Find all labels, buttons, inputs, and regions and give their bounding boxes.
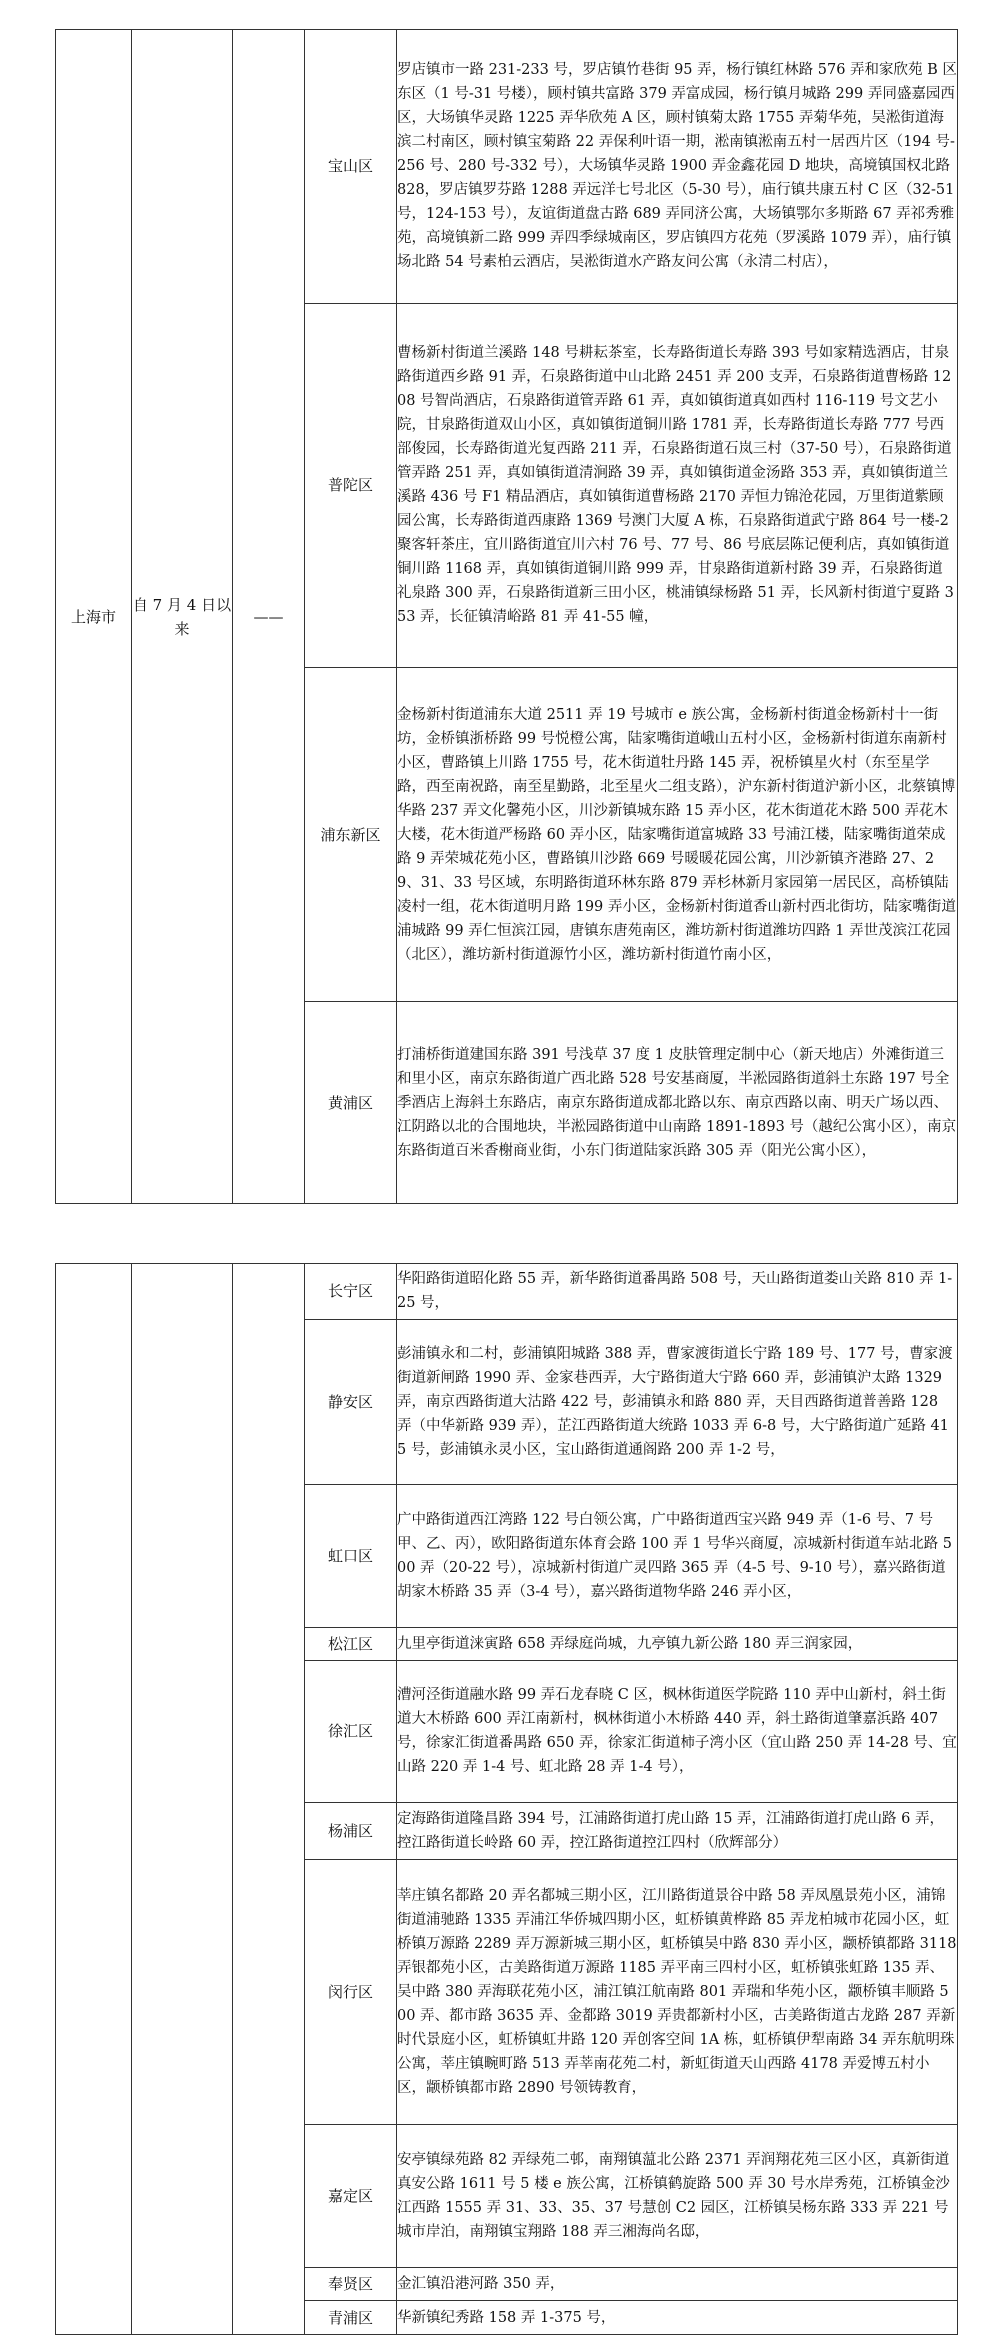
address-list-cell: 华新镇纪秀路 158 弄 1-375 号， xyxy=(397,2301,958,2335)
address-list-cell: 安亭镇绿苑路 82 弄绿苑二邨，南翔镇蕰北公路 2371 弄润翔花苑三区小区，真新街道真安公路 1611 号 5 楼 e 族公寓，江桥镇鹤旋路 500 弄 30 号水岸秀苑，江桥镇金沙江西路 1555 弄 31、33、35、37 号慧创 C2 园区，江桥镇吴杨东路 333 弄 221 号城市岸泊，南翔镇宝翔路 188 弄三湘海尚名邸， xyxy=(397,2125,958,2268)
address-list-cell: 九里亭街道涞寅路 658 弄绿庭尚城，九亭镇九新公路 180 弄三润家园， xyxy=(397,1627,958,1661)
address-list-cell: 莘庄镇名都路 20 弄名都城三期小区，江川路街道景谷中路 58 弄凤凰景苑小区，浦锦街道浦驰路 1335 弄浦江华侨城四期小区，虹桥镇黄桦路 85 弄龙柏城市花园小区，虹桥镇万源路 2289 弄万源新城三期小区，虹桥镇吴中路 830 弄小区，颛桥镇都路 3118 弄银都苑小区，古美路街道万源路 1185 弄平南三四村小区，虹桥镇张虹路 135 弄、吴中路 380 弄海联花苑小区，浦江镇江航南路 801 弄瑞和华苑小区，颛桥镇丰顺路 500 弄、都市路 3635 弄、金都路 3019 弄贵都新村小区，古美路街道古龙路 287 弄新时代景庭小区，虹桥镇虹井路 120 弄创客空间 1A 栋，虹桥镇伊犁南路 34 弄东航明珠公寓，莘庄镇畹町路 513 弄莘南花苑二村，新虹街道天山西路 4178 弄爱博五村小区，颛桥镇都市路 2890 号领铸教育， xyxy=(397,1860,958,2125)
table-row xyxy=(56,30,958,304)
address-list-cell: 彭浦镇永和二村，彭浦镇阳城路 388 弄，曹家渡街道长宁路 189 号、177 号，曹家渡街道新闸路 1990 弄、金家巷西弄，大宁路街道大宁路 660 弄，彭浦镇沪太路 1329 弄，南京西路街道大沽路 422 号，彭浦镇永和路 880 弄，天目西路街道普善路 128 弄（中华新路 939 弄），芷江西路街道大统路 1033 弄 6-8 号，大宁路街道广延路 415 号，彭浦镇永灵小区，宝山路街道通阁路 200 弄 1-2 号， xyxy=(397,1319,958,1485)
district-cell: 浦东新区 xyxy=(305,668,397,1002)
district-cell: 青浦区 xyxy=(305,2301,397,2335)
city-cell: 上海市 xyxy=(56,30,132,1204)
dash-cell: —— xyxy=(233,30,305,1204)
district-cell: 松江区 xyxy=(305,1627,397,1661)
table-row xyxy=(56,1264,958,1320)
date-cell: 自 7 月 4 日以来 xyxy=(132,30,233,1204)
address-list-cell: 金汇镇沿港河路 350 弄， xyxy=(397,2267,958,2301)
district-cell: 奉贤区 xyxy=(305,2267,397,2301)
district-cell: 嘉定区 xyxy=(305,2125,397,2268)
dash-cell-empty xyxy=(233,1264,305,2335)
address-list-cell: 金杨新村街道浦东大道 2511 弄 19 号城市 e 族公寓，金杨新村街道金杨新村十一街坊，金桥镇浙桥路 99 号悦橙公寓，陆家嘴街道峨山五村小区，金杨新村街道东南新村小区，曹路镇上川路 1755 号，花木街道牡丹路 145 弄，祝桥镇星火村（东至星学路，西至南祝路，南至星勤路，北至星火二组支路），沪东新村街道沪新小区，北蔡镇博华路 237 弄文化馨苑小区，川沙新镇城东路 15 弄小区，花木街道花木路 500 弄花木大楼，花木街道严杨路 60 弄小区，陆家嘴街道富城路 33 号浦江楼，陆家嘴街道荣成路 9 弄荣城花苑小区，曹路镇川沙路 669 号暖暖花园公寓，川沙新镇齐港路 27、29、31、33 号区域，东明路街道环林东路 879 弄杉林新月家园第一居民区，高桥镇陆凌村一组，花木街道明月路 199 弄小区，金杨新村街道香山新村西北街坊，陆家嘴街道浦城路 99 弄仁恒滨江园，唐镇东唐苑南区，潍坊新村街道潍坊四路 1 弄世茂滨江花园（北区），潍坊新村街道源竹小区，潍坊新村街道竹南小区， xyxy=(397,668,958,1002)
address-list-cell: 定海路街道隆昌路 394 号，江浦路街道打虎山路 15 弄，江浦路街道打虎山路 6 弄，控江路街道长岭路 60 弄，控江路街道控江四村（欣辉部分） xyxy=(397,1802,958,1860)
address-list-cell: 打浦桥街道建国东路 391 号浅草 37 度 1 皮肤管理定制中心（新天地店）外滩街道三和里小区，南京东路街道广西北路 528 号安基商厦，半淞园路街道斜土东路 197 号全季酒店上海斜土东路店，南京东路街道成都北路以东、南京西路以南、明天广场以西、江阴路以北的合围地块，半淞园路街道中山南路 1891-1893 号（越纪公寓小区），南京东路街道百米香榭商业街，小东门街道陆家浜路 305 弄（阳光公寓小区）， xyxy=(397,1002,958,1204)
city-cell-empty xyxy=(56,1264,132,2335)
district-cell: 长宁区 xyxy=(305,1264,397,1320)
district-cell: 静安区 xyxy=(305,1319,397,1485)
address-list-cell: 广中路街道西江湾路 122 号白领公寓，广中路街道西宝兴路 949 弄（1-6 号、7 号甲、乙、丙），欧阳路街道东体育会路 100 弄 1 号华兴商厦，凉城新村街道车站北路 500 弄（20-22 号），凉城新村街道广灵四路 365 弄（4-5 号、9-10 号），嘉兴路街道胡家木桥路 35 弄（3-4 号），嘉兴路街道物华路 246 弄小区， xyxy=(397,1485,958,1628)
address-list-cell: 罗店镇市一路 231-233 号，罗店镇竹巷街 95 弄，杨行镇红林路 576 弄和家欣苑 B 区东区（1 号-31 号楼），顾村镇共富路 379 弄富成园，杨行镇月城路 299 弄同盛嘉园西区，大场镇华灵路 1225 弄华欣苑 A 区，顾村镇菊太路 1755 弄菊华苑，吴淞街道海滨二村南区，顾村镇宝菊路 22 弄保利叶语一期，淞南镇淞南五村一居西片区（194 号-256 号、280 号-332 号），大场镇华灵路 1900 弄金鑫花园 D 地块，高境镇国权北路 828，罗店镇罗芬路 1288 弄远洋七号北区（5-30 号），庙行镇共康五村 C 区（32-51 号，124-153 号），友谊街道盘古路 689 弄同济公寓，大场镇鄂尔多斯路 67 弄祁秀雅苑，高境镇新二路 999 弄四季绿城南区，罗店镇四方花苑（罗溪路 1079 弄），庙行镇场北路 54 号素柏云酒店，吴淞街道水产路友问公寓（永清二村店）， xyxy=(397,30,958,304)
district-cell: 闵行区 xyxy=(305,1860,397,2125)
address-list-cell: 漕河泾街道融水路 99 弄石龙春晓 C 区，枫林街道医学院路 110 弄中山新村，斜土街道大木桥路 600 弄江南新村，枫林街道小木桥路 440 弄，斜土路街道肇嘉浜路 407 号，徐家汇街道番禺路 650 弄，徐家汇街道柿子湾小区（宜山路 250 弄 14-28 号、宜山路 220 弄 1-4 号、虹北路 28 弄 1-4 号）， xyxy=(397,1661,958,1802)
address-list-cell: 曹杨新村街道兰溪路 148 号耕耘茶室，长寿路街道长寿路 393 号如家精选酒店，甘泉路街道西乡路 91 弄，石泉路街道中山北路 2451 弄 200 支弄，石泉路街道曹杨路 1208 号智尚酒店，石泉路街道管弄路 61 弄，真如镇街道真如西村 116-119 号文艺小院，甘泉路街道双山小区，真如镇街道铜川路 1781 弄，长寿路街道长寿路 777 号西部俊园，长寿路街道光复西路 211 弄，石泉路街道石岚三村（37-50 号），石泉路街道管弄路 251 弄，真如镇街道清涧路 39 弄，真如镇街道金汤路 353 弄，真如镇街道兰溪路 436 号 F1 精品酒店，真如镇街道曹杨路 2170 弄恒力锦沧花园，万里街道紫顾园公寓，长寿路街道西康路 1369 号澳门大厦 A 栋，石泉路街道武宁路 864 号一楼-2 聚客轩茶庄，宜川路街道宜川六村 76 号、77 号、86 号底层陈记便利店，真如镇街道铜川路 1168 弄，真如镇街道铜川路 999 弄，甘泉路街道新村路 39 弄，石泉路街道礼泉路 300 弄，石泉路街道新三田小区，桃浦镇绿杨路 51 弄，长风新村街道宁夏路 353 弄，长征镇清峪路 81 弄 41-55 幢， xyxy=(397,303,958,667)
address-list-cell: 华阳路街道昭化路 55 弄，新华路街道番禺路 508 号，天山路街道娄山关路 810 弄 1-25 号， xyxy=(397,1264,958,1320)
district-cell: 黄浦区 xyxy=(305,1002,397,1204)
district-cell: 杨浦区 xyxy=(305,1802,397,1860)
district-cell: 普陀区 xyxy=(305,303,397,667)
date-cell-empty xyxy=(132,1264,233,2335)
district-cell: 虹口区 xyxy=(305,1485,397,1628)
district-cell: 宝山区 xyxy=(305,30,397,304)
table-part-1 xyxy=(55,29,958,1204)
table-part-2 xyxy=(55,1263,958,2335)
district-cell: 徐汇区 xyxy=(305,1661,397,1802)
